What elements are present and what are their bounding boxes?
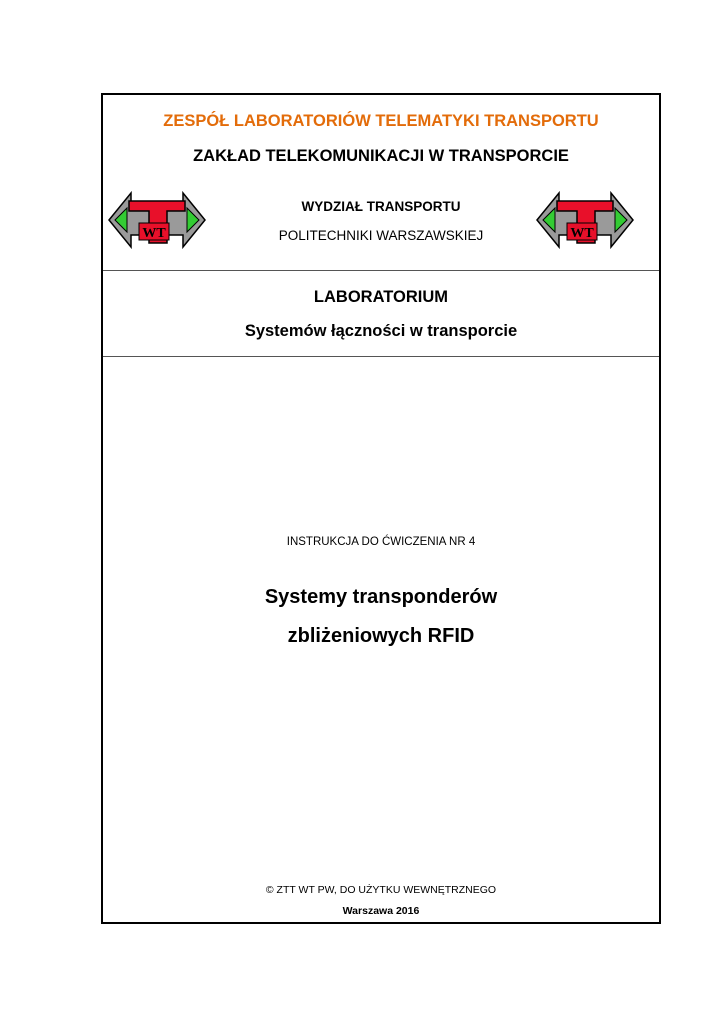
divider [103, 356, 659, 357]
instruction-label: INSTRUKCJA DO ĆWICZENIA NR 4 [286, 536, 476, 548]
lab-subtitle: Systemów łączności w transporcie [244, 322, 518, 340]
wt-logo-right-icon [535, 185, 635, 255]
lab-title: LABORATORIUM [313, 288, 449, 306]
divider [103, 270, 659, 271]
exercise-title-line-1: Systemy transponderów [264, 586, 498, 608]
svg-text:WT: WT [142, 226, 166, 241]
copyright-notice: © ZTT WT PW, DO UŻYTKU WEWNĘTRZNEGO [265, 884, 497, 896]
place-and-year: Warszawa 2016 [342, 905, 420, 917]
university-name: POLITECHNIKI WARSZAWSKIEJ [278, 228, 484, 243]
svg-text:WT: WT [570, 226, 594, 241]
department-title: ZAKŁAD TELEKOMUNIKACJI W TRANSPORCIE [193, 147, 569, 165]
title-page-frame [101, 93, 661, 924]
faculty-title: WYDZIAŁ TRANSPORTU [301, 199, 461, 214]
exercise-title-line-2: zbliżeniowych RFID [287, 625, 475, 647]
team-title: ZESPÓŁ LABORATORIÓW TELEMATYKI TRANSPORTU [163, 112, 599, 130]
wt-logo-left-icon [107, 185, 207, 255]
